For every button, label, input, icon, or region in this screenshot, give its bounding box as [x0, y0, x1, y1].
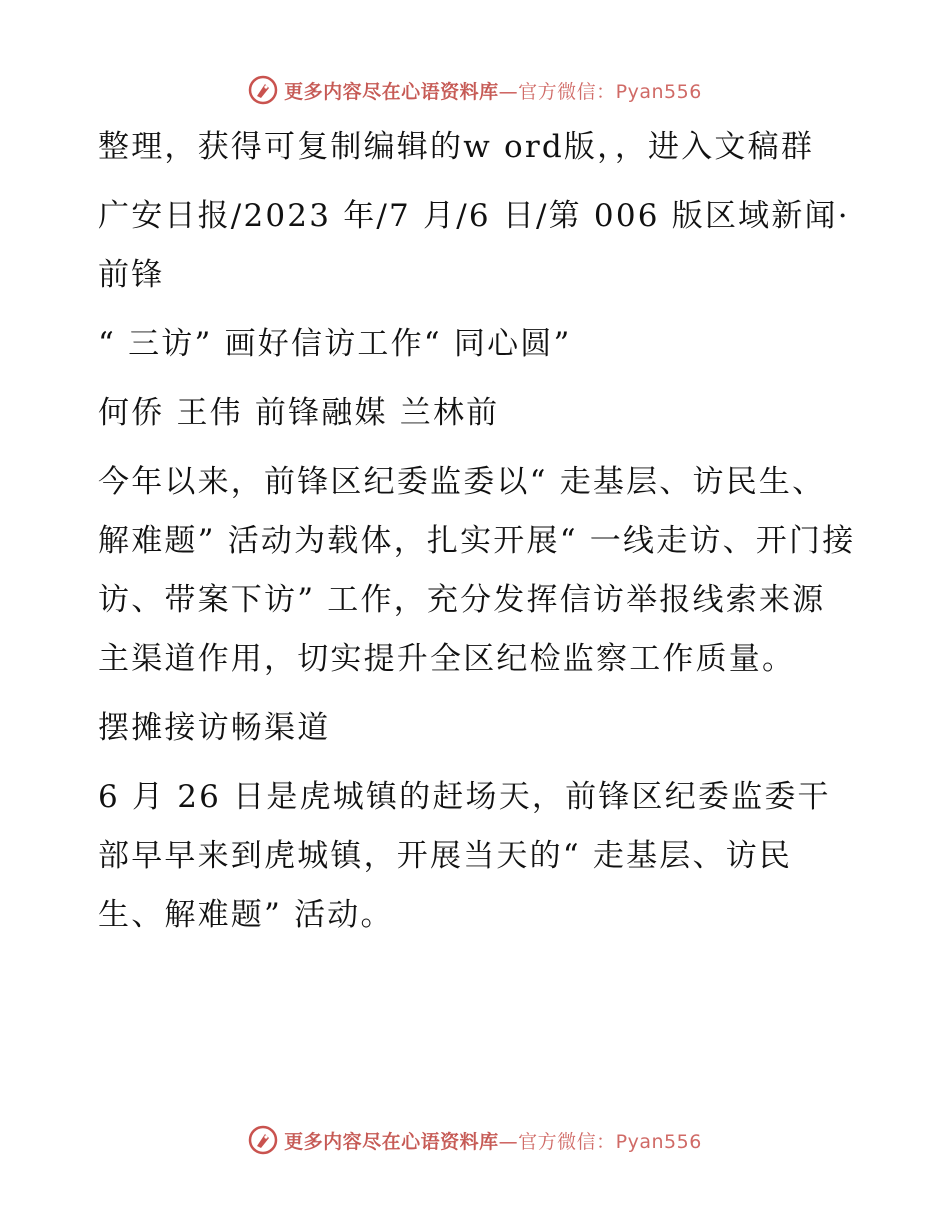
paragraph-intro: 整理，获得可复制编辑的w ord版，，进入文稿群	[98, 129, 815, 165]
pen-nib-logo-icon	[248, 75, 278, 105]
paragraph-source: 广安日报/2023 年/7 月/6 日/第 006 版区域新闻· 前锋	[98, 198, 850, 293]
banner-separator: —	[498, 1130, 519, 1153]
header-banner	[0, 70, 950, 110]
paragraph-body: 6 月 26 日是虎城镇的赶场天，前锋区纪委监委干部早早来到虎城镇，开展当天的“ 走基层、访民生、解难题” 活动。	[98, 779, 831, 933]
banner-text	[284, 77, 702, 104]
banner-contact: 官方微信：Pyan556	[518, 1130, 702, 1153]
article-authors: 何侨 王伟 前锋融媒 兰林前	[98, 395, 500, 431]
banner-text	[284, 1127, 702, 1154]
document-body	[98, 118, 858, 945]
banner-brand: 更多内容尽在心语资料库	[284, 80, 499, 103]
article-title: “ 三访” 画好信访工作“ 同心圆”	[98, 326, 572, 362]
section-heading: 摆摊接访畅渠道	[98, 710, 331, 746]
banner-contact: 官方微信：Pyan556	[518, 80, 702, 103]
pen-nib-logo-icon	[248, 1125, 278, 1155]
paragraph-lead: 今年以来，前锋区纪委监委以“ 走基层、访民生、解难题” 活动为载体，扎实开展“ 一线走访、开门接访、带案下访” 工作，充分发挥信访举报线索来源主渠道作用，切实提升全区纪检监察工作质量。	[98, 464, 856, 677]
banner-brand: 更多内容尽在心语资料库	[284, 1130, 499, 1153]
banner-separator: —	[498, 80, 519, 103]
footer-banner	[0, 1120, 950, 1160]
